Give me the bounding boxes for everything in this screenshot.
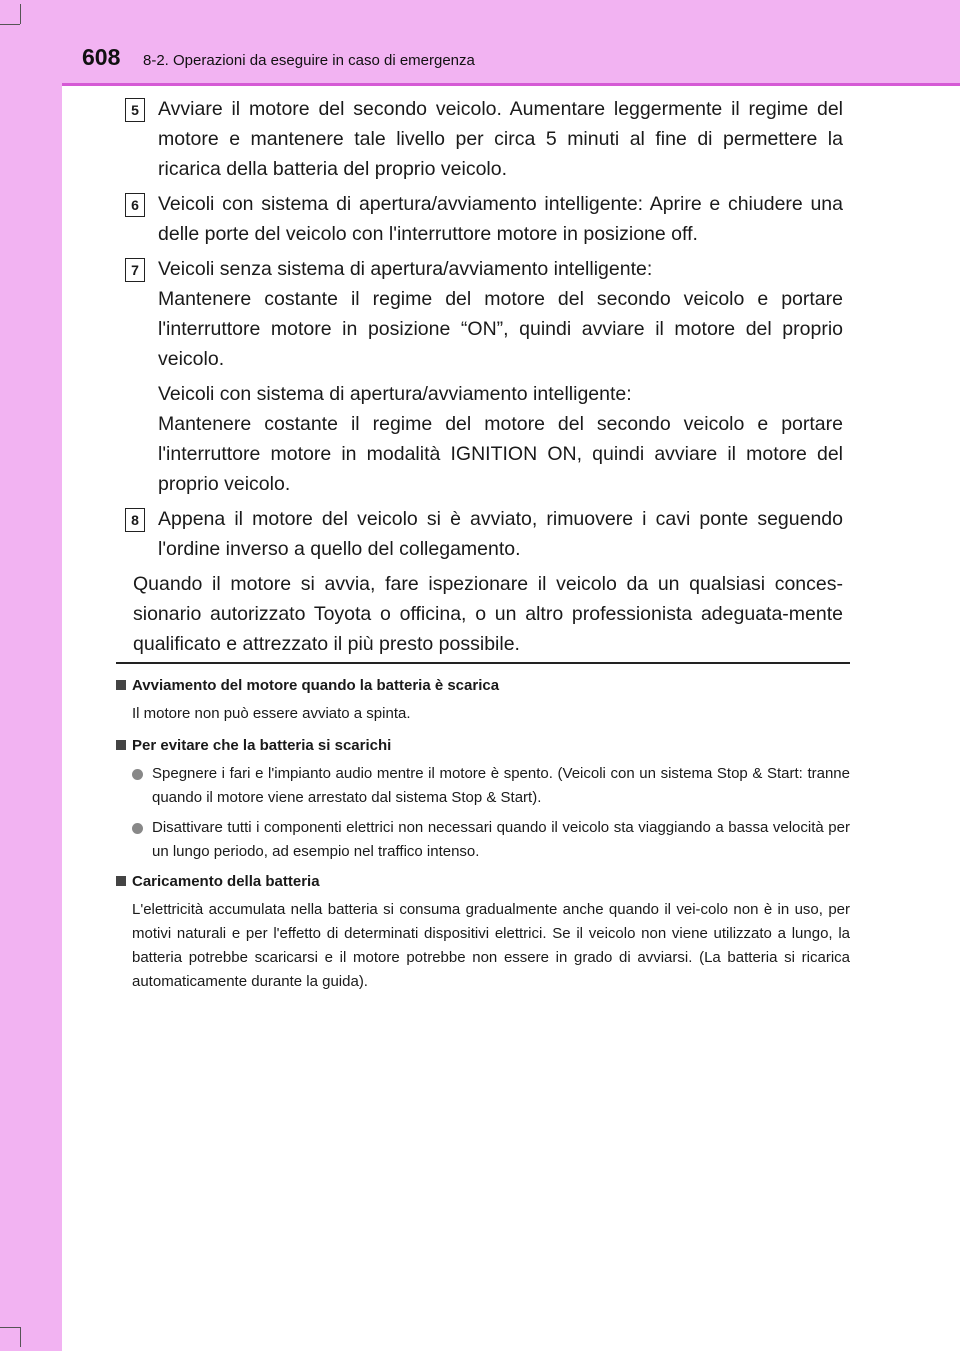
- step-6: [125, 189, 843, 249]
- procedure-steps: [125, 94, 843, 659]
- step-7: [125, 254, 843, 499]
- crop-mark: [0, 24, 20, 25]
- step-text: Veicoli senza sistema di apertura/avviamento intelligente:: [158, 258, 653, 280]
- step-8: [125, 504, 843, 564]
- note-text: L'elettricità accumulata nella batteria si consuma gradualmente anche quando il vei-colo non è in uso, per motivi naturali e per l'effetto di determinati dispositivi elettrici. Se il veicolo non viene utilizzato a lungo, la batteria potrebbe scaricarsi e il motore potrebbe non essere in grado di avviarsi. (La batteria si ricarica automaticamente durante la guida).: [132, 901, 850, 990]
- step-text: Veicoli con sistema di apertura/avviamento intelligente:: [158, 383, 632, 405]
- step-5: [125, 94, 843, 184]
- square-bullet-icon: [116, 876, 126, 886]
- square-bullet-icon: [116, 680, 126, 690]
- section-title: 8-2. Operazioni da eseguire in caso di emergenza: [143, 52, 475, 69]
- round-bullet-icon: [132, 769, 143, 780]
- page-number: 608: [82, 44, 121, 70]
- note-text: Il motore non può essere avviato a spinta.: [132, 705, 411, 722]
- step-number-badge: 6: [125, 193, 145, 217]
- round-bullet-icon: [132, 823, 143, 834]
- note-heading: [116, 734, 850, 758]
- note-heading-text: Per evitare che la batteria si scarichi: [132, 737, 392, 754]
- note-bullet-text: Spegnere i fari e l'impianto audio mentre il motore è spento. (Veicoli con un sistema Stop & Start: tranne quando il motore viene arrestato dal sistema Stop & Start).: [152, 765, 850, 806]
- note-heading-text: Avviamento del motore quando la batteria è scarica: [132, 677, 500, 694]
- step-number-badge: 8: [125, 508, 145, 532]
- crop-mark: [20, 4, 21, 24]
- step-number-badge: 7: [125, 258, 145, 282]
- note-bullet-text: Disattivare tutti i componenti elettrici non necessari quando il veicolo sta viaggiando a bassa velocità per un lungo periodo, ad esempio nel traffico intenso.: [152, 819, 850, 860]
- note-heading-text: Caricamento della batteria: [132, 873, 320, 890]
- notes-section: [116, 674, 850, 1002]
- page-header: [62, 0, 960, 86]
- section-divider: [116, 662, 850, 664]
- crop-mark: [20, 1327, 21, 1347]
- step-text: Veicoli con sistema di apertura/avviamento intelligente: Aprire e chiudere una delle porte del veicolo con l'interruttore motore in posizione off.: [158, 193, 843, 245]
- step-text: Avviare il motore del secondo veicolo. Aumentare leggermente il regime del motore e mantenere tale livello per circa 5 minuti al fine di permettere la ricarica della batteria del proprio veicolo.: [158, 98, 843, 180]
- step-text: Mantenere costante il regime del motore del secondo veicolo e portare l'interruttore motore in modalità IGNITION ON, quindi avviare il motore del proprio veicolo.: [158, 413, 843, 495]
- crop-mark: [0, 1327, 20, 1328]
- step-text: Appena il motore del veicolo si è avviato, rimuovere i cavi ponte seguendo l'ordine inverso a quello del collegamento.: [158, 508, 843, 560]
- note-heading: [116, 674, 850, 698]
- square-bullet-icon: [116, 740, 126, 750]
- note-bullet: [132, 762, 850, 810]
- header-rule: [62, 83, 960, 86]
- step-text: Mantenere costante il regime del motore del secondo veicolo e portare l'interruttore motore in posizione “ON”, quindi avviare il motore del proprio veicolo.: [158, 288, 843, 370]
- closing-paragraph: Quando il motore si avvia, fare ispezionare il veicolo da un qualsiasi conces-sionario autorizzato Toyota o officina, o un altro professionista adeguata-mente qualificato e attrezzato il più presto possibile.: [133, 573, 843, 655]
- step-number-badge: 5: [125, 98, 145, 122]
- note-heading: [116, 870, 850, 894]
- note-bullet: [132, 816, 850, 864]
- side-tab-strip: [0, 0, 62, 1351]
